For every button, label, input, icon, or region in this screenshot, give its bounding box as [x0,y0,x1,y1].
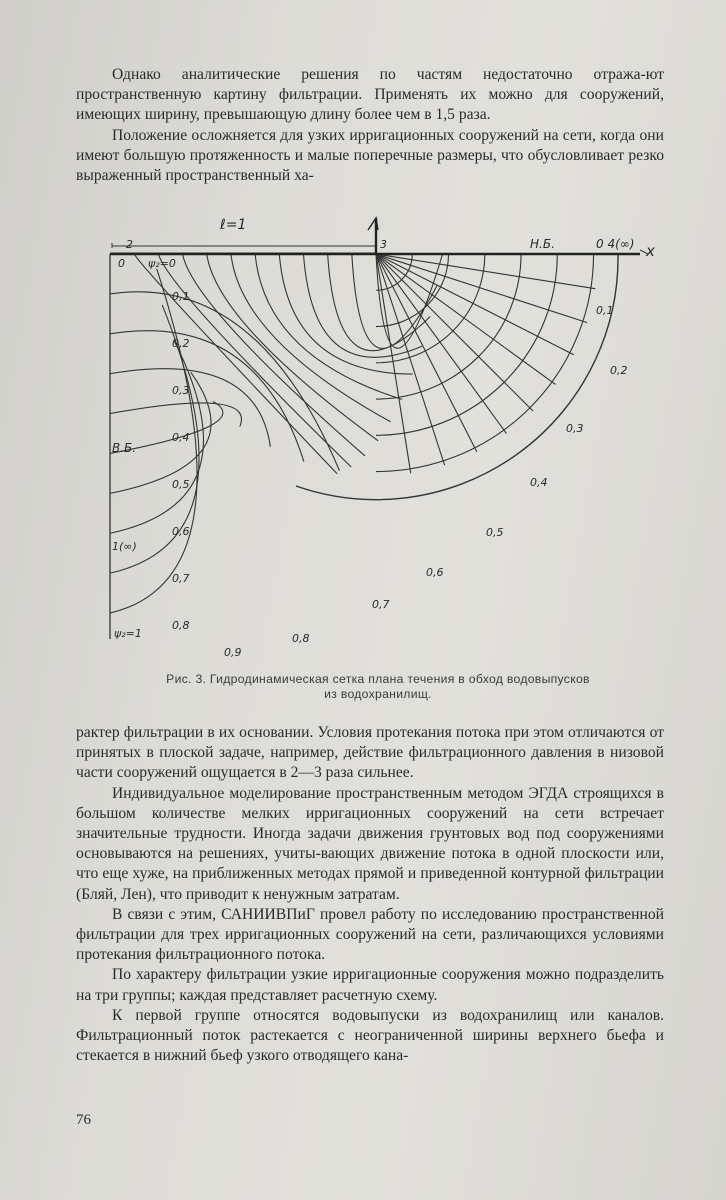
paragraph: Индивидуальное моделирование пространственным методом ЭГДА строящихся в большом количестве мелких ирригационных сооружений на сети встречает значительные трудности. Иногда задачи движения грунтовых вод под сооружениями основываются на решениях, учиты-вающих движение потока в одной плоскости или, что еще хуже, на приближенных методах прямой и приведенной контурной фильтрации (Бляй, Лен), что приводит к ненужным затратам. [76,784,664,903]
streamline [110,372,211,493]
length-label: ℓ=1 [220,217,247,233]
top-text-block [76,65,664,186]
equipotential-value-label: 0,5 [486,526,504,539]
streamline-value-label: 0,1 [172,290,190,303]
bottom-text-block [76,723,664,1066]
paragraph: Однако аналитические решения по частям недостаточно отража-ют пространственную картину фильтрации. Применять их можно для сооружений, имеющих ширину, превышающую длину более чем в 1,5 раза. [76,66,664,124]
equipotential [328,254,431,351]
flow-net-figure [100,214,660,670]
caption-line-1: Рис. 3. Гидродинамическая сетка плана течения в обход водовыпусков [166,672,590,686]
streamline [110,292,339,471]
downstream-label: Н.Б. [530,237,555,251]
radial-line [376,254,445,465]
paragraph: К первой группе относятся водовыпуски из водохранилищ или каналов. Фильтрационный поток растекается с неограниченной ширины верхнего бьефа и стекается в нижний бьеф узкого отводящего кана- [76,1006,664,1065]
outer-boundary [296,254,618,500]
equipotential-value-label: 0,1 [596,304,614,317]
radial-line [376,254,587,323]
streamline-value-label: 0,6 [172,525,190,538]
node-0-label: 0 [118,257,125,270]
equipotential-value-label: 0,9 [224,646,242,659]
equipotential-value-label: 0,2 [610,364,628,377]
radial-line [376,254,556,384]
equipotential-value-label: 0,7 [372,598,390,611]
paragraph: Положение осложняется для узких ирригационных сооружений на сети, когда они имеют большую протяженность и малые поперечные размеры, что обусловливает резко выраженный пространственный ха- [76,126,664,185]
paragraph: В связи с этим, САНИИВПиГ провел работу по исследованию пространственной фильтрации для трех ирригационных сооружений на сети, различающихся условиями протекания фильтрационного потока. [76,905,664,964]
equipotential [134,254,337,474]
streamline-value-label: 0,4 [172,431,190,444]
upstream-label: В.Б. [112,441,137,455]
psi-zero-label: ψ₂=0 [148,257,176,270]
equipotential [352,254,437,348]
paragraph: По характеру фильтрации узкие ирригационные сооружения можно подразделить на три группы; каждая представляет расчетную схему. [76,966,664,1004]
page-number: 76 [76,1112,91,1128]
figure-caption [108,672,648,702]
node-3-label: 3 [380,238,387,251]
streamline-value-label: 0,3 [172,384,190,397]
streamline-value-label: 0,2 [172,337,190,350]
psi-one-label: ψ₂=1 [114,627,142,640]
paragraph: рактер фильтрации в их основании. Условия протекания потока при этом отличаются от принятых в плоской задаче, например, действие фильтрационного давления в низовой части сооружений ощущается в 2—3 раза сильнее. [76,724,664,782]
caption-line-2: из водохранилищ. [324,687,432,701]
streamline [110,369,270,447]
equipotential-value-label: 0,8 [292,632,310,645]
equipotential-value-label: 0,6 [426,566,444,579]
streamline-value-label: 0,8 [172,619,190,632]
infinity-head-label: 1(∞) [112,540,137,553]
infinity-node-label: 0 4(∞) [596,237,635,251]
streamline-value-label: 0,5 [172,478,190,491]
equipotential-value-label: 0,3 [566,422,584,435]
x-axis-label: x [646,242,655,260]
equipotential-value-label: 0,4 [530,476,548,489]
streamline-value-label: 0,7 [172,572,190,585]
streamline [110,403,241,427]
radial-line [376,254,533,411]
node-2-label: 2 [126,238,133,251]
